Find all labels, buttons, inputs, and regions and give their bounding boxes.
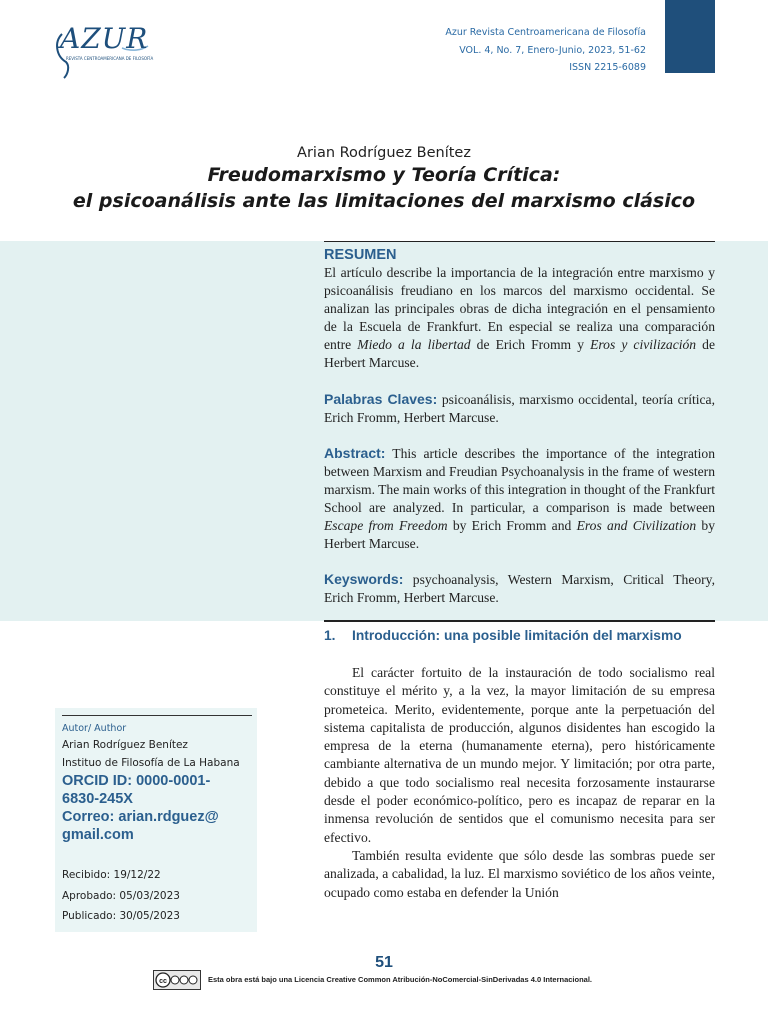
article-dates: [62, 865, 257, 927]
orcid-line-2: 6830-245X: [62, 791, 133, 807]
journal-issn: ISSN 2215-6089: [569, 62, 646, 73]
body-column: [324, 664, 715, 902]
abstract-text-1: This article describes the importance of the integration between Marxism and Freudian Psychoanalysis in the frame of western marxism. The main works of this integration in thought of the Frankfurt School are analyzed. In particular, a comparison is made between: [324, 445, 715, 516]
abstract-text-3: by Herbert Marcuse.: [324, 518, 716, 552]
journal-logo: [52, 22, 152, 82]
section-title: Introducción: una posible limitación del marxismo: [352, 628, 682, 643]
logo-subtitle: REVISTA CENTROAMERICANA DE FILOSOFÍA: [66, 56, 154, 61]
license-text: Esta obra está bajo una Licencia Creative Common Atribución-NoComercial-SinDerivadas 4.0 Internacional.: [208, 975, 592, 984]
received-date: Recibido: 19/12/22: [62, 869, 161, 881]
section-number: 1.: [324, 628, 336, 643]
cc-badge-text: cc: [159, 978, 167, 985]
journal-meta: [445, 24, 646, 77]
palabras-text: psicoanálisis, marxismo occidental, teoría crítica, Erich Fromm, Herbert Marcuse.: [324, 391, 715, 425]
resumen-em-1: Miedo a la libertad: [357, 337, 471, 353]
email-line-1: Correo: arian.rdguez@: [62, 809, 219, 825]
title-line-2: el psicoanálisis ante las limitaciones del marxismo clásico: [72, 190, 696, 212]
section-heading: [324, 628, 724, 643]
corner-accent-bar: [665, 0, 715, 73]
journal-name: Azur Revista Centroamericana de Filosofía: [445, 27, 646, 38]
author-box-rule: [62, 715, 252, 716]
orcid-line-1: ORCID ID: 0000-0001-: [62, 773, 211, 789]
license-footer: [153, 970, 623, 990]
author-info-box: [55, 708, 257, 932]
abstract-heading: Abstract:: [324, 444, 386, 461]
article-author: Arian Rodríguez Benítez: [297, 145, 471, 161]
resumen-text-3: de Herbert Marcuse.: [324, 337, 716, 371]
approved-date: Aprobado: 05/03/2023: [62, 889, 180, 902]
logo-text: AZUR: [60, 22, 149, 55]
abstract-em-1: Escape from Freedom: [324, 518, 448, 534]
resumen-text-1: El artículo describe la importancia de la integración entre marxismo y psicoanálisis freudiano en los marcos del marxismo occidental. Se analizan las principales obras de dicha integración en el pensamiento de la Escuela de Frankfurt. En especial se realiza una comparación entre: [324, 265, 715, 353]
page-number: 51: [375, 954, 393, 971]
resumen-paragraph: [324, 246, 715, 373]
email-line-2: gmail.com: [62, 827, 134, 843]
abstract-column: [324, 246, 715, 625]
resumen-em-2: Eros y civilización: [590, 337, 697, 353]
abstract-bottom-rule: [324, 620, 715, 622]
abstract-top-rule: [324, 241, 715, 242]
resumen-text-2: de Erich Fromm y: [470, 337, 591, 353]
keywords-paragraph: [324, 570, 715, 607]
abstract-text-2: by Erich Fromm and: [447, 518, 577, 534]
cc-badge-graphic: [154, 971, 200, 989]
keywords-text: psychoanalysis, Western Marxism, Critical Theory, Erich Fromm, Herbert Marcuse.: [324, 572, 715, 606]
resumen-heading: RESUMEN: [324, 247, 397, 263]
abstract-paragraph: [324, 444, 715, 554]
keywords-heading: Keyswords:: [324, 571, 404, 588]
title-line-1: Freudomarxismo y Teoría Crítica:: [207, 164, 561, 186]
cc-license-icon: [153, 970, 201, 990]
article-title: [0, 162, 768, 214]
palabras-paragraph: [324, 390, 715, 427]
journal-volume: VOL. 4, No. 7, Enero-Junio, 2023, 51-62: [459, 44, 646, 56]
palabras-heading: Palabras Claves:: [324, 390, 438, 407]
abstract-em-2: Eros and Civilization: [576, 518, 697, 534]
published-date: Publicado: 30/05/2023: [62, 910, 180, 922]
author-name: Arian Rodríguez Benítez: [62, 739, 188, 751]
body-paragraph-2: También resulta evidente que sólo desde las sombras puede ser analizada, a cabalidad, la luz. El marxismo soviético de los años veinte, ocupado como estaba en defender la Unión: [324, 847, 715, 900]
author-institution: Instituo de Filosofía de La Habana: [62, 757, 240, 769]
body-paragraph-1: El carácter fortuito de la instauración de todo socialismo real constituye el mérito y, a la vez, la mayor limitación de su empresa prometeica. Merito, evidentemente, porque ante la perpetuación del sistema capitalista de producción, algunos disidentes han escogido la empresa de la eterna (humanamente eterna), pero históricamente cambiante alternativa de un mundo mejor. Y limitación; por otra parte, debido a que todo socialismo real necesita forzosamente instaurarse desde el poder económico-político, pero es incapaz de reparar en la inmensa revolución de sentidos que el comunismo necesita para ser efectivo.: [324, 665, 715, 845]
author-box-content: [62, 722, 257, 927]
author-label: Autor/ Author: [62, 723, 127, 734]
